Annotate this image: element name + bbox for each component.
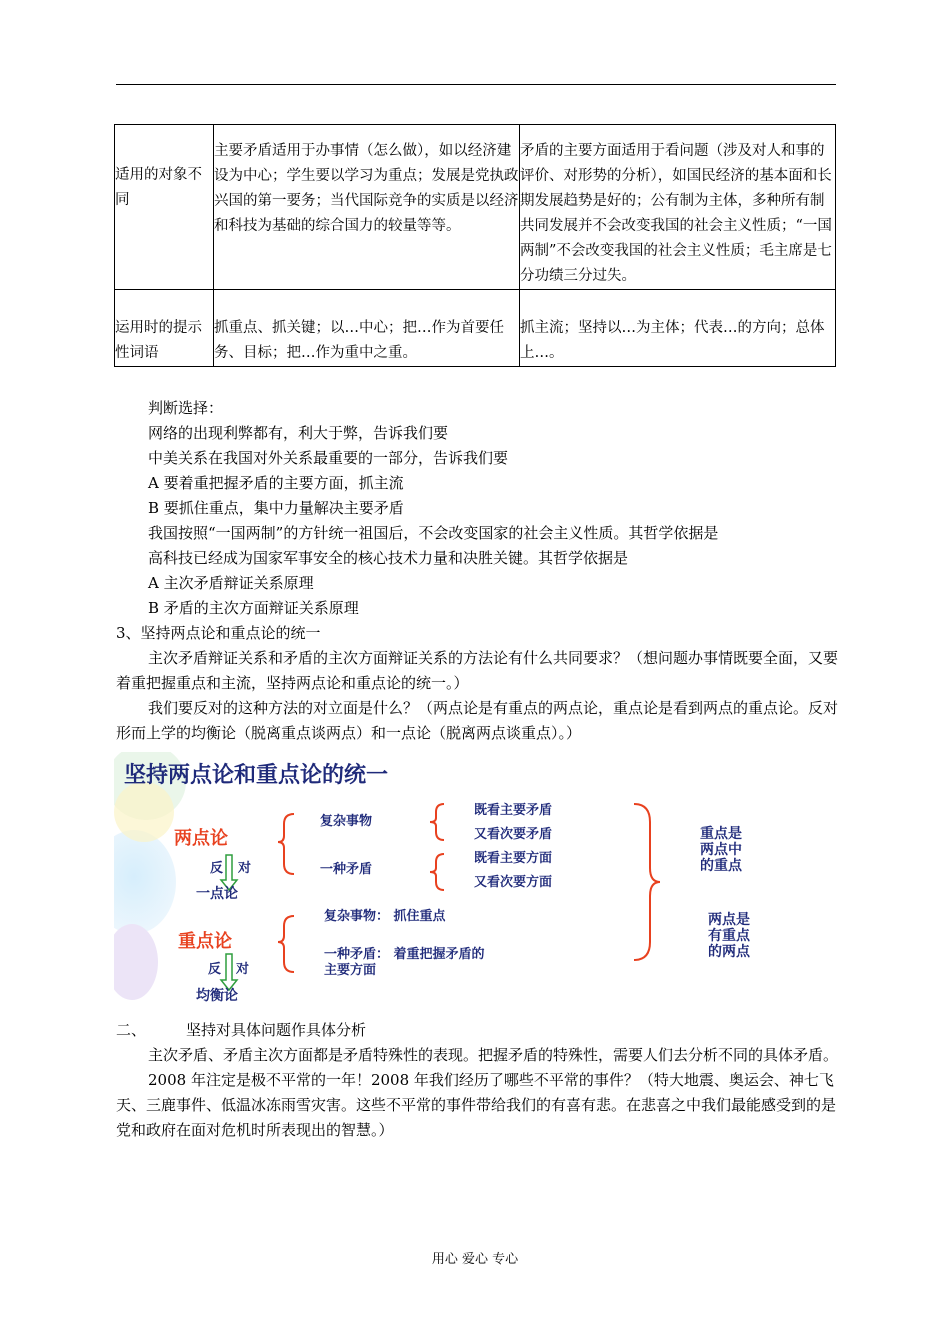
complex-thing-label: 复杂事物 — [320, 814, 373, 829]
row-label: 运用时的提示性词语 — [115, 290, 214, 367]
two-point-theory-diagram — [114, 752, 674, 1012]
note-text: 两点中 — [700, 842, 742, 858]
oppose-label: 反 — [210, 861, 224, 876]
section-judgment — [116, 396, 838, 746]
main-aspect-cell: 矛盾的主要方面适用于看问题（涉及对人和事的评价、对形势的分析），如国民经济的基本面和长期发展趋势是好的；公有制为主体，多种所有制共同发展并不会改变我国的社会主义性质；“一国两制”不会改变我国的社会主义性质；毛主席是七分功绩三分过失。 — [520, 125, 836, 290]
diagram-notes — [680, 752, 800, 1012]
note-text: 两点是 — [708, 912, 750, 928]
main-aspect-cell: 抓主流；坚持以…为主体；代表…的方向；总体上…。 — [520, 290, 836, 367]
one-point-label: 一点论 — [196, 886, 238, 902]
one-grasp-text-2: 主要方面 — [324, 963, 377, 978]
one-grasp-text: 一种矛盾： 着重把握矛盾的 — [324, 947, 485, 962]
bracket-shape — [430, 804, 444, 840]
bracket-shape — [278, 814, 294, 874]
bracket-shape — [634, 804, 660, 960]
paragraph: 中美关系在我国对外关系最重要的一部分，告诉我们要 — [148, 449, 509, 467]
section-two — [116, 1018, 838, 1143]
paragraph: B 要抓住重点，集中力量解决主要矛盾 — [148, 499, 404, 517]
section-heading — [116, 1018, 838, 1043]
paragraph: 主次矛盾辩证关系和矛盾的主次方面辩证关系的方法论有什么共同要求？（想问题办事情既要全面，又要着重把握重点和主流，坚持两点论和重点论的统一。） — [116, 649, 839, 692]
section-number: 二、 — [116, 1021, 147, 1039]
diagram-title: 坚持两点论和重点论的统一 — [124, 763, 389, 788]
paragraph: 我们要反对的这种方法的对立面是什么？（两点论是有重点的两点论，重点论是看到两点的重点论。反对形而上学的均衡论（脱离重点谈两点）和一点论（脱离两点谈重点）。） — [116, 699, 839, 742]
see-secondary-aspect: 又看次要方面 — [474, 875, 553, 890]
paragraph: 高科技已经成为国家军事安全的核心技术力量和决胜关键。其哲学依据是 — [148, 549, 629, 567]
table-row — [115, 125, 836, 290]
paragraph: 我国按照“一国两制”的方针统一祖国后，不会改变国家的社会主义性质。其哲学依据是 — [148, 524, 719, 542]
comparison-table — [114, 124, 836, 367]
oppose-label: 对 — [236, 962, 250, 977]
see-main-aspect: 既看主要方面 — [474, 851, 553, 866]
table-row — [115, 290, 836, 367]
row-label: 适用的对象不同 — [115, 125, 214, 290]
header-rule — [116, 84, 836, 85]
page-footer: 用心 爱心 专心 — [431, 1252, 519, 1267]
complex-grasp-text: 复杂事物： 抓住重点 — [324, 909, 446, 924]
bracket-shape — [278, 916, 294, 972]
oppose-label: 对 — [238, 861, 252, 876]
down-arrow-icon — [221, 954, 237, 990]
see-secondary-contradiction: 又看次要矛盾 — [474, 827, 553, 842]
two-point-label: 两点论 — [174, 828, 228, 849]
section-heading: 3、坚持两点论和重点论的统一 — [116, 624, 321, 642]
note-text: 的重点 — [700, 858, 742, 874]
paragraph: 网络的出现利弊都有，利大于弊，告诉我们要 — [148, 424, 449, 442]
main-contradiction-cell: 抓重点、抓关键；以…中心；把…作为首要任务、目标；把…作为重中之重。 — [214, 290, 520, 367]
see-main-contradiction: 既看主要矛盾 — [474, 803, 553, 818]
note-text: 重点是 — [700, 826, 742, 842]
main-contradiction-cell: 主要矛盾适用于办事情（怎么做），如以经济建设为中心；学生要以学习为重点；发展是党执政兴国的第一要务；当代国际竞争的实质是以经济和科技为基础的综合国力的较量等等。 — [214, 125, 520, 290]
note-text: 的两点 — [708, 944, 750, 960]
bracket-shape — [430, 854, 444, 890]
oppose-label: 反 — [208, 962, 222, 977]
down-arrow-icon — [221, 855, 237, 890]
key-point-label: 重点论 — [178, 931, 232, 952]
paragraph: A 主次矛盾辩证关系原理 — [148, 574, 314, 592]
sun-shape — [114, 782, 174, 842]
paragraph: 主次矛盾、矛盾主次方面都是矛盾特殊性的表现。把握矛盾的特殊性，需要人们去分析不同的具体矛盾。 — [148, 1046, 839, 1064]
section-title: 坚持对具体问题作具体分析 — [186, 1021, 367, 1039]
paragraph: A 要着重把握矛盾的主要方面，抓主流 — [148, 474, 404, 492]
note-text: 有重点 — [708, 928, 750, 944]
one-contradiction-label: 一种矛盾 — [320, 862, 373, 877]
balance-theory-label: 均衡论 — [196, 988, 238, 1004]
balloon-shape — [114, 924, 158, 1000]
paragraph: 判断选择： — [148, 399, 224, 417]
balloon-shape — [114, 830, 176, 934]
paragraph: B 矛盾的主次方面辩证关系原理 — [148, 599, 359, 617]
paragraph: 2008 年注定是极不平常的一年！2008 年我们经历了哪些不平常的事件？（特大地震、奥运会、神七飞天、三鹿事件、低温冰冻雨雪灾害。这些不平常的事件带给我们的有喜有悲。在悲喜之中我们最能感受到的是党和政府在面对危机时所表现出的智慧。） — [116, 1071, 837, 1139]
